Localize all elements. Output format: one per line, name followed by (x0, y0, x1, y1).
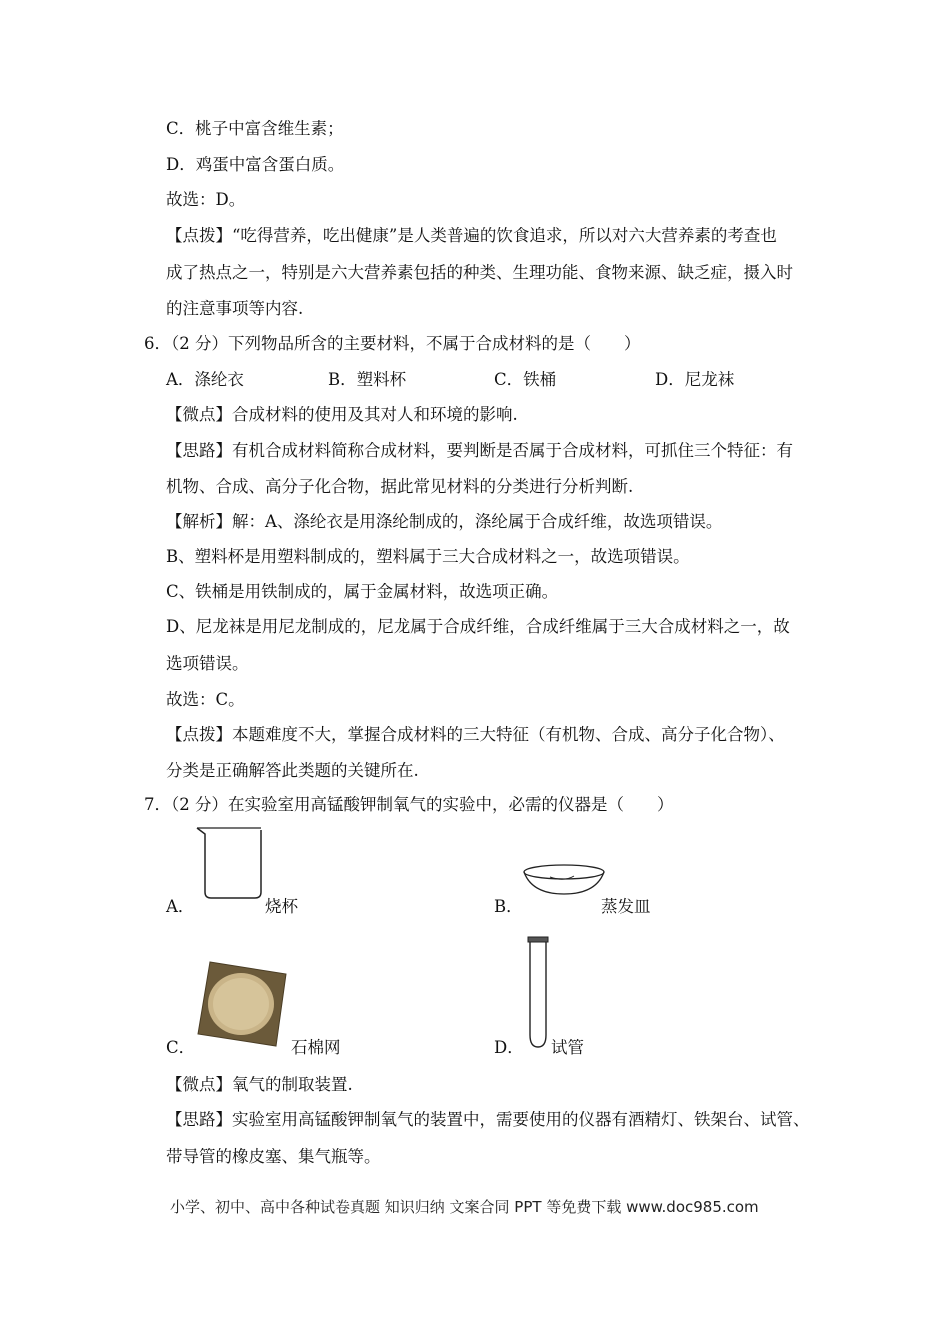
text-line: 【点拨】本题难度不大，掌握合成材料的三大特征（有机物、合成、高分子化合物）、 (166, 725, 785, 744)
text-line: C、铁桶是用铁制成的，属于金属材料，故选项正确。 (166, 582, 559, 601)
question-6: 6．（2 分）下列物品所含的主要材料，不属于合成材料的是（ ） (144, 334, 641, 353)
q7-option-b-label: 蒸发皿 (601, 897, 651, 916)
text-line: C．桃子中富含维生素； (166, 119, 344, 138)
text-line: 故选：C。 (166, 690, 245, 709)
text-line: 选项错误。 (166, 654, 249, 673)
text-line: 【点拨】“吃得营养，吃出健康”是人类普遍的饮食追求，所以对六大营养素的考查也 (166, 226, 777, 245)
test-tube-icon (523, 935, 553, 1051)
q7-option-b-letter: B． (494, 897, 523, 916)
text-line: D．鸡蛋中富含蛋白质。 (166, 155, 345, 174)
text-line: 带导管的橡皮塞、集气瓶等。 (166, 1147, 381, 1166)
text-line: 的注意事项等内容. (166, 299, 304, 318)
page-footer: 小学、初中、高中各种试卷真题 知识归纳 文案合同 PPT 等免费下载 www.doc985.com (170, 1198, 759, 1216)
q7-option-a-letter: A． (166, 897, 195, 916)
text-line: 【解析】解：A、涤纶衣是用涤纶制成的，涤纶属于合成纤维，故选项错误。 (166, 512, 723, 531)
text-line: 【思路】实验室用高锰酸钾制氧气的装置中，需要使用的仪器有酒精灯、铁架台、试管、 (166, 1110, 810, 1129)
q7-option-d-label: 试管 (551, 1038, 584, 1057)
q7-option-c-letter: C． (166, 1038, 196, 1057)
text-line: 【微点】氧气的制取装置. (166, 1075, 353, 1094)
q6-option-a: A．涤纶衣 (166, 370, 244, 389)
text-line: 机物、合成、高分子化合物，据此常见材料的分类进行分析判断. (166, 477, 634, 496)
q7-option-d-letter: D． (494, 1038, 524, 1057)
beaker-icon (195, 826, 267, 902)
text-line: 【微点】合成材料的使用及其对人和环境的影响. (166, 405, 518, 424)
q6-option-c: C．铁桶 (494, 370, 557, 389)
q7-option-a-label: 烧杯 (265, 897, 298, 916)
text-line: 成了热点之一，特别是六大营养素包括的种类、生理功能、食物来源、缺乏症，摄入时 (166, 263, 793, 282)
q7-option-c-label: 石棉网 (291, 1038, 341, 1057)
text-line: 【思路】有机合成材料简称合成材料，要判断是否属于合成材料，可抓住三个特征：有 (166, 441, 793, 460)
question-7: 7．（2 分）在实验室用高锰酸钾制氧气的实验中，必需的仪器是（ ） (144, 795, 674, 814)
evaporating-dish-icon (522, 862, 606, 898)
text-line: D、尼龙袜是用尼龙制成的，尼龙属于合成纤维，合成纤维属于三大合成材料之一，故 (166, 617, 790, 636)
text-line: B、塑料杯是用塑料制成的，塑料属于三大合成材料之一，故选项错误。 (166, 547, 690, 566)
asbestos-gauze-icon (196, 960, 288, 1048)
text-line: 分类是正确解答此类题的关键所在. (166, 761, 419, 780)
q6-option-b: B．塑料杯 (328, 370, 407, 389)
text-line: 故选：D。 (166, 190, 246, 209)
q6-option-d: D．尼龙袜 (655, 370, 735, 389)
